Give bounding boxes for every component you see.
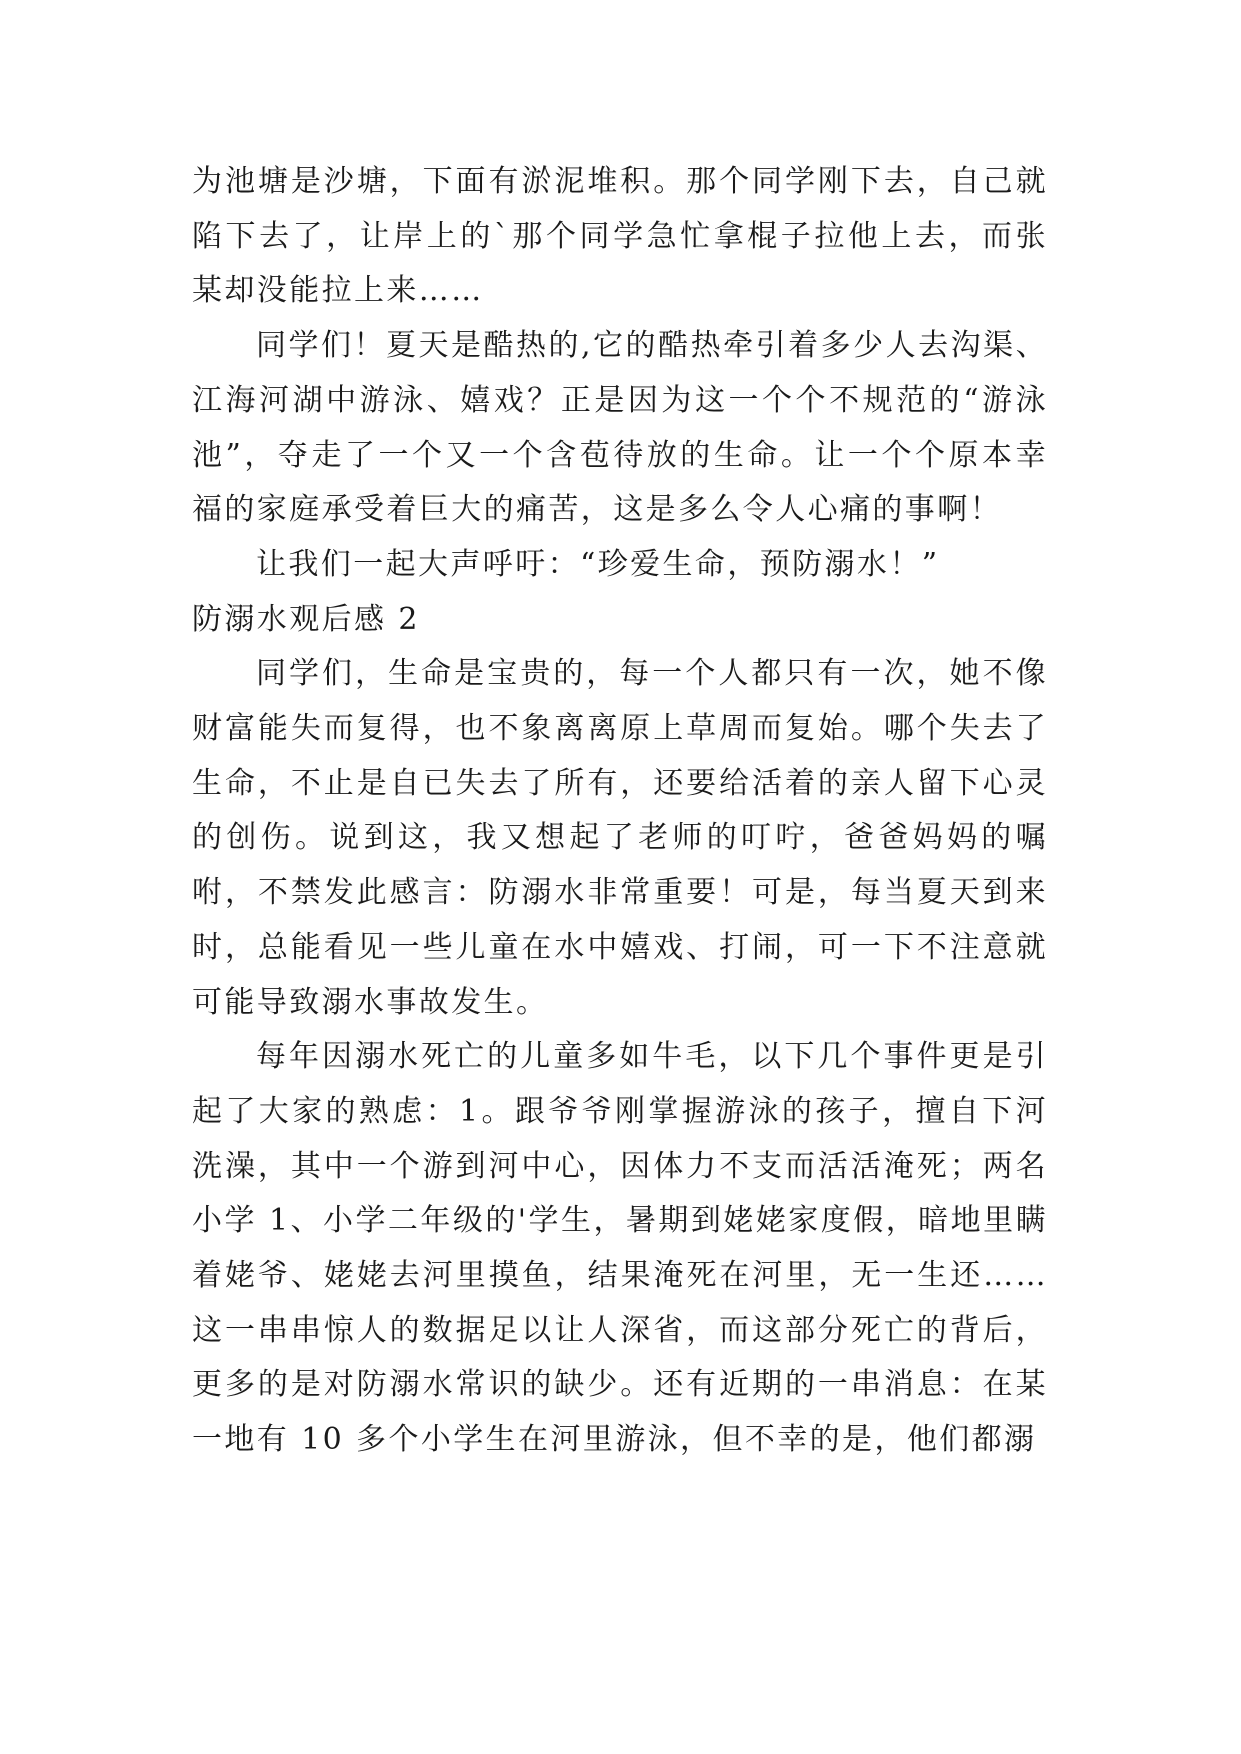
- paragraph-life-precious: 同学们，生命是宝贵的，每一个人都只有一次，她不像财富能失而复得，也不象离离原上草周而复始。哪个失去了生命，不止是自已失去了所有，还要给活着的亲人留下心灵的创伤。说到这，我又想起了老师的叮咛，爸爸妈妈的嘱咐，不禁发此感言：防溺水非常重要！可是，每当夏天到来时，总能看见一些儿童在水中嬉戏、打闹，可一下不注意就可能导致溺水事故发生。: [192, 656, 1048, 1020]
- paragraph-drowning-events: 每年因溺水死亡的儿童多如牛毛，以下几个事件更是引起了大家的熟虑：1。跟爷爷刚掌握游泳的孩子，擅自下河洗澡，其中一个游到河中心，因体力不支而活活淹死；两名小学 1、小学二年级的'学生，暑期到姥姥家度假，暗地里瞒着姥爷、姥姥去河里摸鱼，结果淹死在河里，无一生还……这一串串惊人的数据足以让人深省，而这部分死亡的背后，更多的是对防溺水常识的缺少。还有近期的一串消息：在某一地有 10 多个小学生在河里游泳，但不幸的是，他们都溺: [192, 1039, 1048, 1458]
- paragraph-summer-warning: 同学们！夏天是酷热的,它的酷热牵引着多少人去沟渠、江海河湖中游泳、嬉戏？正是因为这一个个不规范的“游泳池”，夺走了一个又一个含苞待放的生命。让一个个原本幸福的家庭承受着巨大的痛苦，这是多么令人心痛的事啊！: [192, 328, 1048, 528]
- document-body: [192, 155, 1048, 1468]
- section-heading: 防溺水观后感 2: [192, 601, 420, 637]
- paragraph-call-to-action: 让我们一起大声呼吁：“珍爱生命，预防溺水！”: [256, 546, 940, 582]
- paragraph-continuation: 为池塘是沙塘，下面有淤泥堆积。那个同学刚下去，自己就陷下去了，让岸上的`那个同学急忙拿棍子拉他上去，而张某却没能拉上来……: [192, 164, 1048, 309]
